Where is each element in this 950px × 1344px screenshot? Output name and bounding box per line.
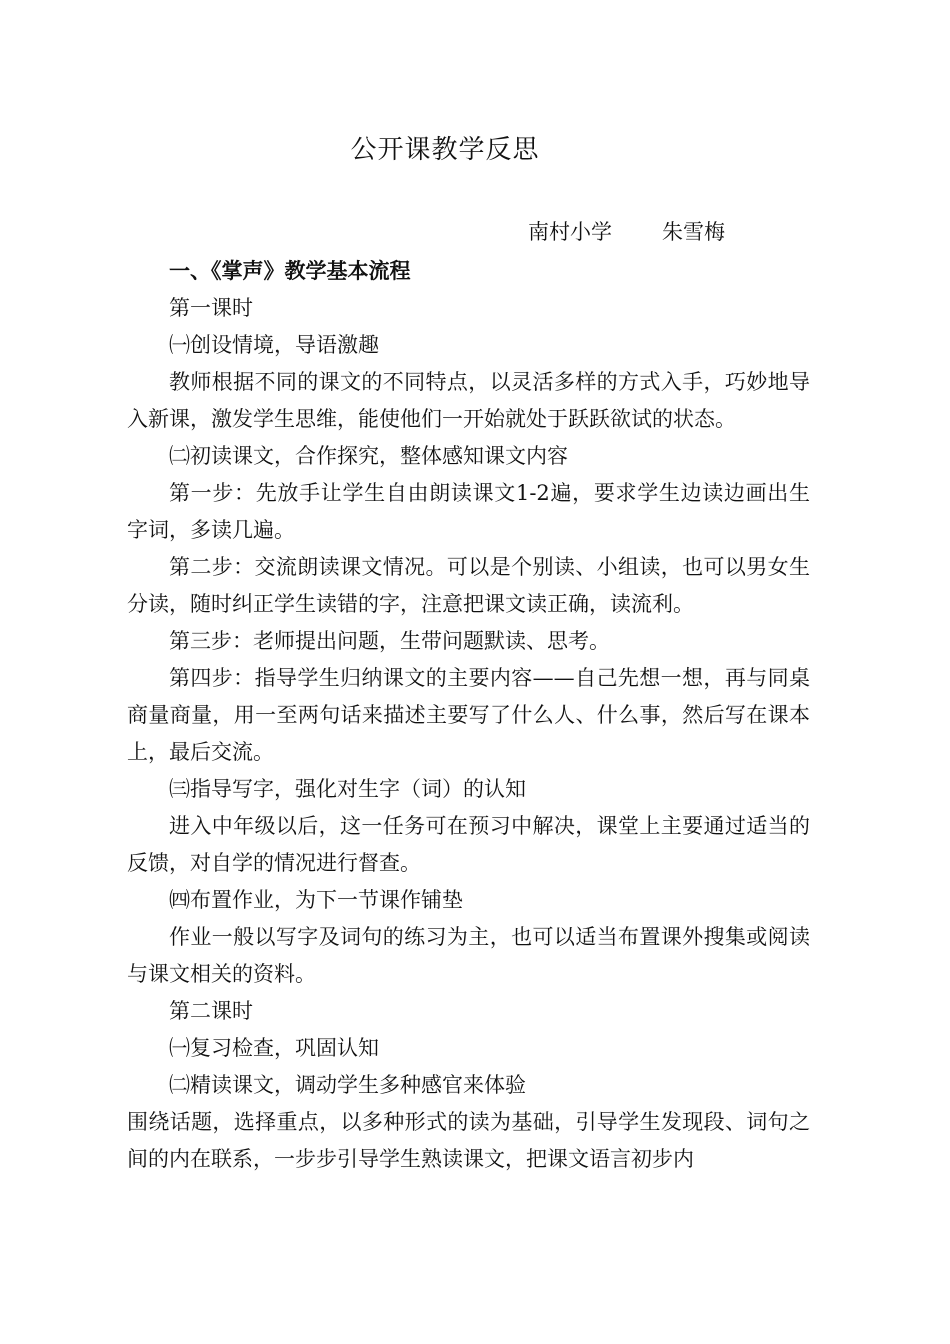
paragraph: 作业一般以写字及词句的练习为主，也可以适当布置课外搜集或阅读与课文相关的资料。: [127, 925, 810, 986]
author-line: [528, 214, 725, 250]
author-school: 南村小学: [528, 220, 612, 244]
paragraph: 第一步：先放手让学生自由朗读课文1-2遍，要求学生边读边画出生字词，多读几遍。: [127, 481, 810, 542]
subsection-heading: ㈠创设情境，导语激趣: [169, 333, 379, 357]
document-title: 公开课教学反思: [350, 135, 540, 165]
subsection-heading: ㈡精读课文，调动学生多种感官来体验: [169, 1073, 526, 1097]
paragraph: 进入中年级以后，这一任务可在预习中解决，课堂上主要通过适当的反馈，对自学的情况进行督查。: [127, 814, 810, 875]
section-heading: 一、《掌声》教学基本流程: [169, 259, 411, 283]
paragraph: 第二步：交流朗读课文情况。可以是个别读、小组读，也可以男女生分读，随时纠正学生读错的字，注意把课文读正确，读流利。: [127, 555, 810, 616]
lesson-label: 第一课时: [169, 296, 253, 320]
paragraph: 围绕话题，选择重点，以多种形式的读为基础，引导学生发现段、词句之间的内在联系，一步步引导学生熟读课文，把课文语言初步内: [127, 1110, 810, 1171]
subsection-heading: ㈣布置作业，为下一节课作铺垫: [169, 888, 463, 912]
author-name: 朱雪梅: [662, 220, 725, 244]
paragraph: 教师根据不同的课文的不同特点，以灵活多样的方式入手，巧妙地导入新课，激发学生思维，能使他们一开始就处于跃跃欲试的状态。: [127, 370, 810, 431]
subsection-heading: ㈡初读课文，合作探究，整体感知课文内容: [169, 444, 568, 468]
subsection-heading: ㈢指导写字，强化对生字（词）的认知: [169, 777, 526, 801]
paragraph: 第四步：指导学生归纳课文的主要内容——自己先想一想，再与同桌商量商量，用一至两句话来描述主要写了什么人、什么事，然后写在课本上，最后交流。: [127, 666, 810, 764]
subsection-heading: ㈠复习检查，巩固认知: [169, 1036, 379, 1060]
paragraph: 第三步：老师提出问题，生带问题默读、思考。: [169, 629, 610, 653]
document-body: [127, 253, 810, 1178]
lesson-label: 第二课时: [169, 999, 253, 1023]
